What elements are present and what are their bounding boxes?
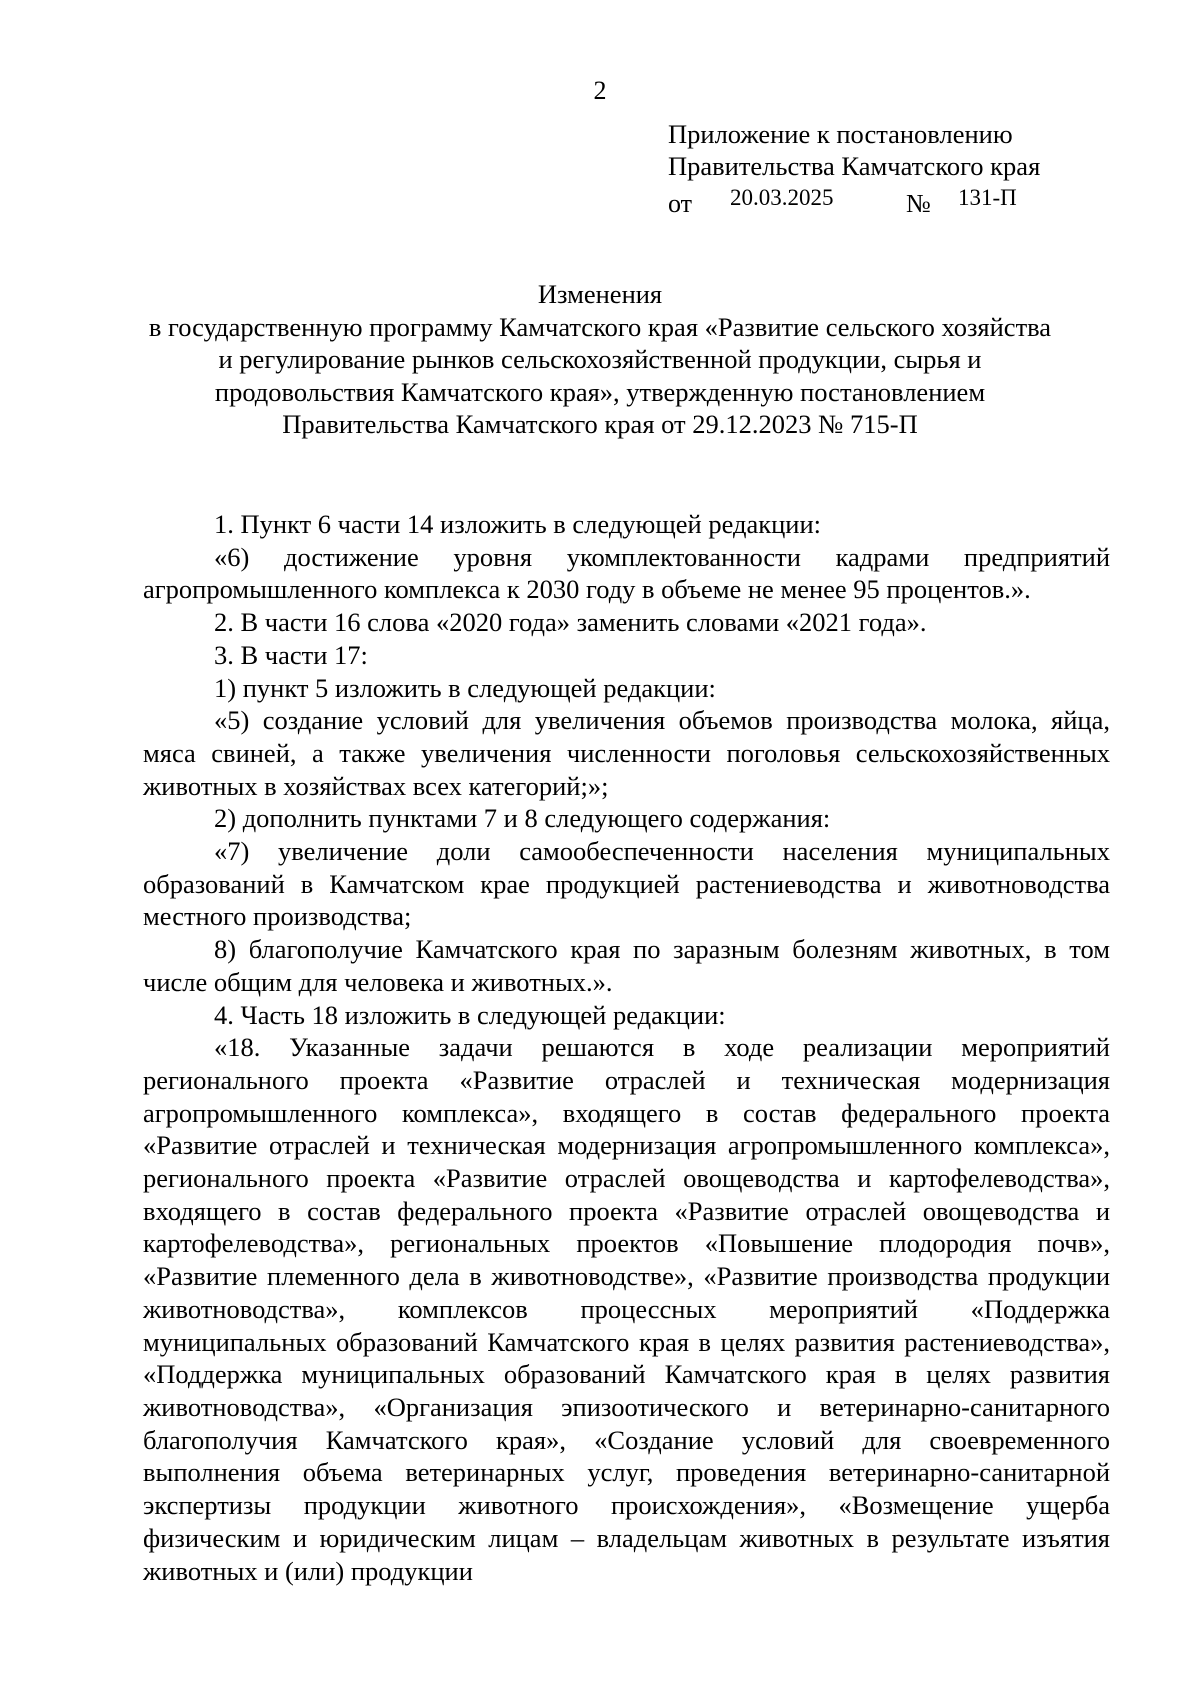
title-line-2: в государственную программу Камчатского края «Развитие сельского хозяйства [148, 311, 1052, 342]
appendix-dateline [668, 182, 1098, 218]
number-label: № [906, 189, 931, 218]
paragraph-11: «18. Указанные задачи решаются в ходе реализации мероприятий регионального проекта «Развитие отраслей и техническая модернизация агропромышленного комплекса», входящего в состав федерального проекта «Развитие отраслей и техническая модернизация агропромышленного комплекса», регионального проекта «Развитие отраслей овощеводства и картофелеводства», входящего в состав федерального проекта «Развитие отраслей овощеводства и картофелеводства», региональных проектов «Повышение плодородия почв», «Развитие племенного дела в животноводстве», «Развитие производства продукции животноводства», комплексов процессных мероприятий «Поддержка муниципальных образований Камчатского края в целях развития растениеводства», «Поддержка муниципальных образований Камчатского края в целях развития животноводства», «Организация эпизоотического и ветеринарно-санитарного благополучия Камчатского края», «Создание условий для своевременного выполнения объема ветеринарных услуг, проведения ветеринарно-санитарной экспертизы продукции животного происхождения», «Возмещение ущерба физическим и юридическим лицам – владельцам животных в результате изъятия животных и (или) продукции [143, 1032, 1110, 1586]
appendix-header [668, 118, 1098, 218]
resolution-number: 131-П [958, 185, 1017, 210]
paragraph-10: 4. Часть 18 изложить в следующей редакции: [214, 999, 726, 1030]
paragraph-6: «5) создание условий для увеличения объемов производства молока, яйца, мяса свиней, а также увеличения численности поголовья сельскохозяйственных животных в хозяйствах всех категорий;»; [143, 705, 1110, 801]
appendix-line-2: Правительства Камчатского края [668, 151, 1041, 181]
paragraph-3: 2. В части 16 слова «2020 года» заменить словами «2021 года». [214, 607, 927, 638]
paragraph-8: «7) увеличение доли самообеспеченности населения муниципальных образований в Камчатском крае продукцией растениеводства и животноводства местного производства; [143, 836, 1110, 932]
title-line-4: продовольствия Камчатского края», утвержденную постановлением [214, 376, 986, 407]
document-title [100, 278, 1100, 441]
title-line-3: и регулирование рынков сельскохозяйственной продукции, сырья и [218, 344, 982, 374]
paragraph-2: «6) достижение уровня укомплектованности кадрами предприятий агропромышленного комплекса к 2030 году в объеме не менее 95 процентов.». [143, 541, 1110, 605]
title-line-1: Изменения [537, 279, 663, 309]
paragraph-1: 1. Пункт 6 части 14 изложить в следующей редакции: [214, 509, 822, 539]
paragraph-7: 2) дополнить пунктами 7 и 8 следующего содержания: [214, 803, 831, 834]
paragraph-4: 3. В части 17: [214, 639, 368, 670]
title-line-5: Правительства Камчатского края от 29.12.2023 № 715-П [282, 409, 918, 439]
resolution-date: 20.03.2025 [730, 185, 834, 210]
paragraph-9: 8) благополучие Камчатского края по заразным болезням животных, в том числе общим для человека и животных.». [143, 934, 1110, 997]
date-label: от [668, 189, 693, 218]
appendix-line-1: Приложение к постановлению [668, 119, 1013, 149]
paragraph-5: 1) пункт 5 изложить в следующей редакции: [214, 672, 716, 703]
page-number: 2 [593, 76, 607, 105]
document-body [143, 508, 1110, 1587]
